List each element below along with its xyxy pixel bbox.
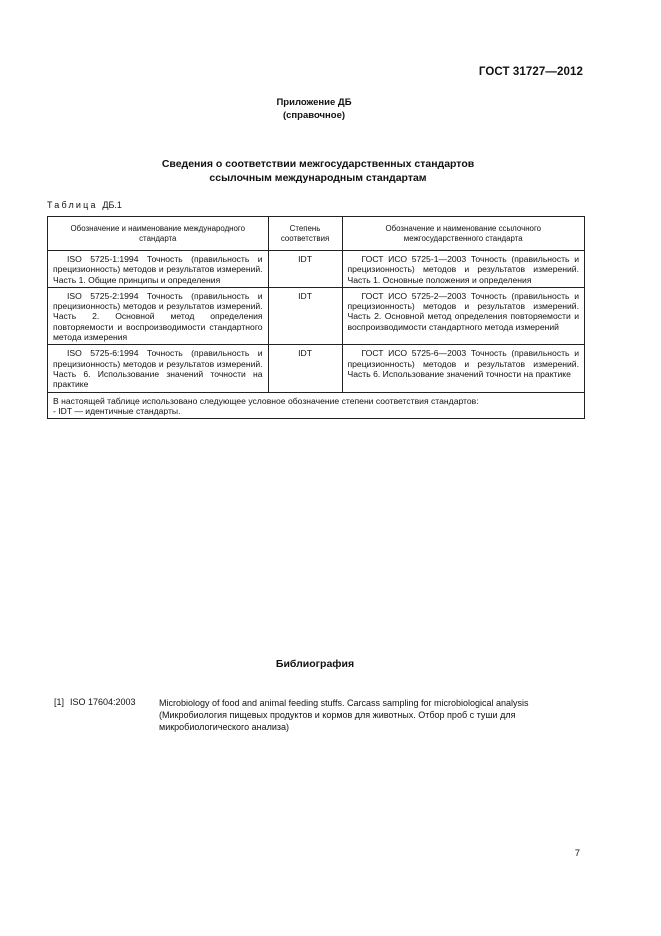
table-caption [47, 200, 122, 210]
table-note-line-2: - IDT — идентичные стандарты. [53, 405, 181, 416]
section-title [0, 157, 636, 185]
interstate-standard-cell: ГОСТ ИСО 5725-1—2003 Точность (правильность и прецизионность) методов и результатов измерений. Часть 1. Основные положения и определения [342, 251, 585, 288]
degree-cell: IDT [268, 345, 342, 392]
table-note-row [48, 392, 585, 419]
appendix-heading [0, 96, 628, 122]
table-caption-number: ДБ.1 [102, 200, 122, 210]
bibliography-title: Библиография [275, 658, 355, 670]
international-standard-cell: ISO 5725-6:1994 Точность (правильность и прецизионность) методов и результатов измерений. Часть 6. Использование значений точности на практике [48, 345, 269, 392]
correspondence-table [47, 216, 585, 419]
interstate-standard-cell: ГОСТ ИСО 5725-6—2003 Точность (правильность и прецизионность) методов и результатов измерений. Часть 6. Использование значений точности на практике [342, 345, 585, 392]
degree-cell: IDT [268, 287, 342, 344]
degree-cell: IDT [268, 251, 342, 288]
international-standard-cell: ISO 5725-2:1994 Точность (правильность и прецизионность) методов и результатов измерений. Часть 2. Основной метод определения повторяемости и воспроизводимости стандартного метода измерения [48, 287, 269, 344]
appendix-subtitle: (справочное) [282, 110, 346, 121]
table-note-line-1: В настоящей таблице использовано следующее условное обозначение степени соответствия стандартов: [53, 395, 479, 406]
appendix-title: Приложение ДБ [276, 97, 352, 108]
table-row [48, 287, 585, 344]
document-code: ГОСТ 31727—2012 [478, 66, 583, 78]
table-row [48, 345, 585, 392]
header-correspondence-degree: Степень соответствия [268, 217, 342, 251]
section-title-line-2: ссылочным международным стандартам [209, 172, 427, 184]
bibliography-entry-number: [1] [54, 697, 65, 707]
table-row [48, 251, 585, 288]
table-note [48, 392, 585, 419]
header-interstate-standard: Обозначение и наименование ссылочного межгосударственного стандарта [342, 217, 585, 251]
international-standard-cell: ISO 5725-1:1994 Точность (правильность и прецизионность) методов и результатов измерений. Часть 1. Общие принципы и определения [48, 251, 269, 288]
bibliography-entry-text: Microbiology of food and animal feeding stuffs. Carcass sampling for microbiological analysis (Микробиология пищевых продуктов и кормов для животных. Отбор проб с туши для микробиологического анализа) [159, 698, 529, 732]
header-international-standard: Обозначение и наименование международного стандарта [48, 217, 269, 251]
bibliography-entry-code: ISO 17604:2003 [70, 697, 136, 707]
table-header-row [48, 217, 585, 251]
interstate-standard-cell: ГОСТ ИСО 5725-2—2003 Точность (правильность и прецизионность) методов и результатов измерений. Часть 2. Основной метод определения повторяемости и воспроизводимости стандартного метода измерений [342, 287, 585, 344]
table-caption-word: Таблица [47, 200, 98, 210]
section-title-line-1: Сведения о соответствии межгосударственных стандартов [161, 158, 475, 170]
page-number: 7 [574, 848, 580, 859]
